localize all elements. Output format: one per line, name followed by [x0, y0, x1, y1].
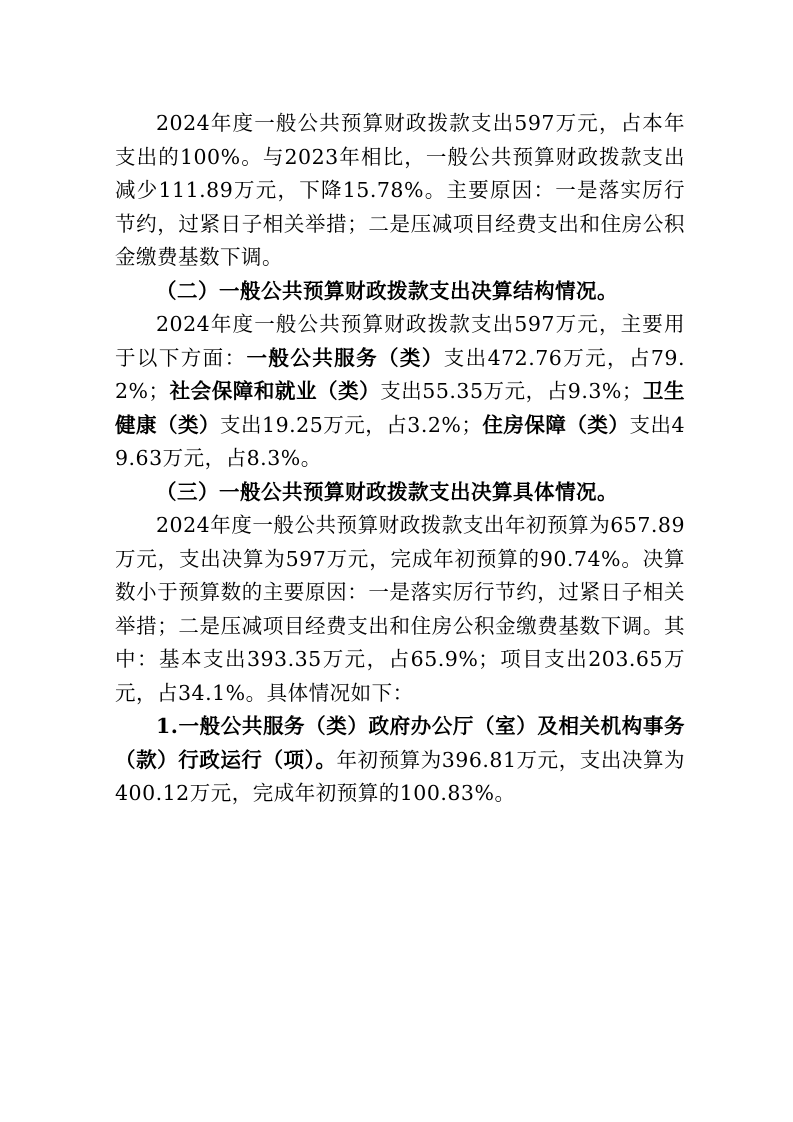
item-1-title: 1.一般公共服务（类）政府办公厅（室）及相关机构事务（款）行政运行（项）。: [115, 714, 685, 772]
category-social-security-value: 支出55.35万元，占9.3%；: [380, 379, 643, 403]
item-1-text: 年初预算为396.81万元，支出决算为400.12万元，完成年初预算的100.83%。: [115, 747, 686, 805]
document-page: [115, 107, 685, 811]
paragraph-total-expenditure: 2024年度一般公共预算财政拨款支出597万元，占本年支出的100%。与2023年相比，一般公共预算财政拨款支出减少111.89万元，下降15.78%。主要原因：一是落实厉行节约，过紧日子相关举措；二是压减项目经费支出和住房公积金缴费基数下调。: [115, 111, 685, 269]
paragraph-structure: [115, 308, 685, 476]
category-social-security: 社会保障和就业（类）: [169, 379, 381, 403]
structure-intro: 2024年度一般公共预算财政拨款支出597万元，主要用于以下方面：: [115, 312, 685, 370]
section-heading-structure: （二）一般公共预算财政拨款支出决算结构情况。: [156, 278, 618, 303]
category-housing: 住房保障（类）: [482, 412, 630, 437]
category-health-value: 支出19.25万元，占3.2%；: [220, 412, 483, 437]
category-housing-value: 支出49.63万元，占8.3%。: [115, 412, 685, 470]
section-heading-details: （三）一般公共预算财政拨款支出决算具体情况。: [156, 479, 618, 504]
category-general-public-services-value: 支出472.76万元，占79.2%；: [115, 345, 685, 403]
category-general-public-services: 一般公共服务（类）: [246, 345, 444, 370]
paragraph-item-1: [115, 710, 685, 811]
category-health: 卫生健康（类）: [115, 379, 685, 437]
paragraph-details: 2024年度一般公共预算财政拨款支出年初预算为657.89万元，支出决算为597万元，完成年初预算的90.74%。决算数小于预算数的主要原因：一是落实厉行节约，过紧日子相关举措；二是压减项目经费支出和住房公积金缴费基数下调。其中：基本支出393.35万元，占65.9%；项目支出203.65万元，占34.1%。具体情况如下：: [115, 513, 685, 705]
